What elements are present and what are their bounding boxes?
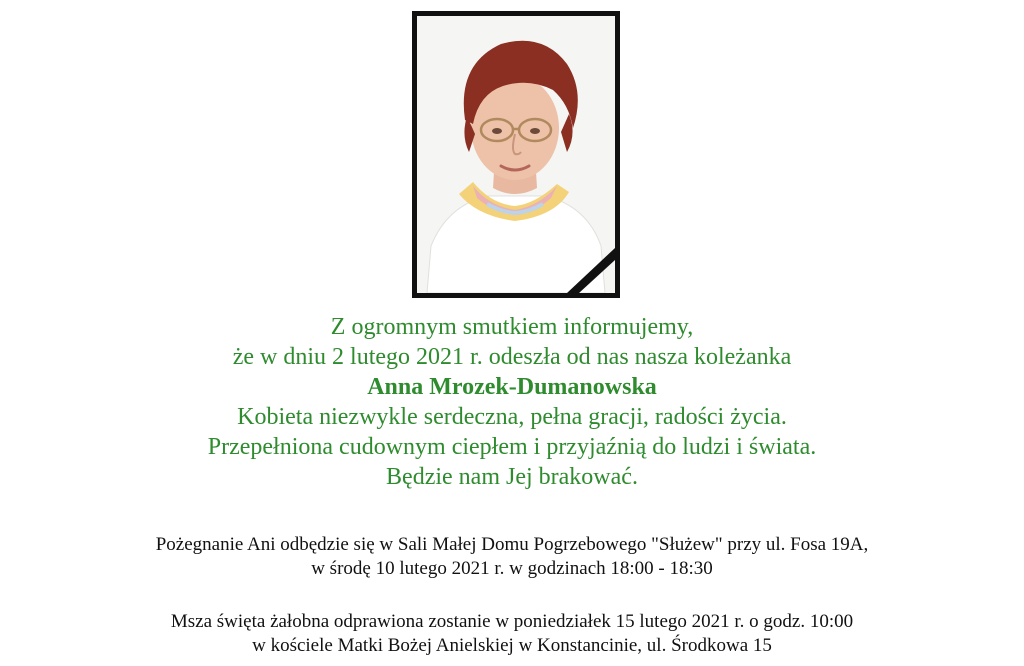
announcement-line-5: Przepełniona cudownym ciepłem i przyjaźnią do ludzi i świata. xyxy=(207,434,817,460)
memorial-photo xyxy=(412,11,620,298)
portrait-image xyxy=(417,16,615,293)
deceased-name: Anna Mrozek-Dumanowska xyxy=(367,374,657,400)
announcement-line-1: Z ogromnym smutkiem informujemy, xyxy=(330,314,694,340)
announcement-line-4: Kobieta niezwykle serdeczna, pełna gracji, radości życia. xyxy=(237,404,787,430)
announcement-line-2: że w dniu 2 lutego 2021 r. odeszła od nas nasza koleżanka xyxy=(232,344,792,370)
announcement-block xyxy=(0,312,1024,492)
mass-line-1: Msza święta żałobna odprawiona zostanie w poniedziałek 15 lutego 2021 r. o godz. 10:00 xyxy=(170,611,854,632)
mass-info xyxy=(0,610,1024,658)
farewell-line-2: w środę 10 lutego 2021 r. w godzinach 18:00 - 18:30 xyxy=(311,558,713,579)
mass-line-2: w kościele Matki Bożej Anielskiej w Konstancinie, ul. Środkowa 15 xyxy=(252,635,772,656)
farewell-line-1: Pożegnanie Ani odbędzie się w Sali Małej Domu Pogrzebowego "Służew" przy ul. Fosa 19A, xyxy=(155,534,869,555)
farewell-info xyxy=(0,533,1024,581)
announcement-line-6: Będzie nam Jej brakować. xyxy=(386,464,638,490)
